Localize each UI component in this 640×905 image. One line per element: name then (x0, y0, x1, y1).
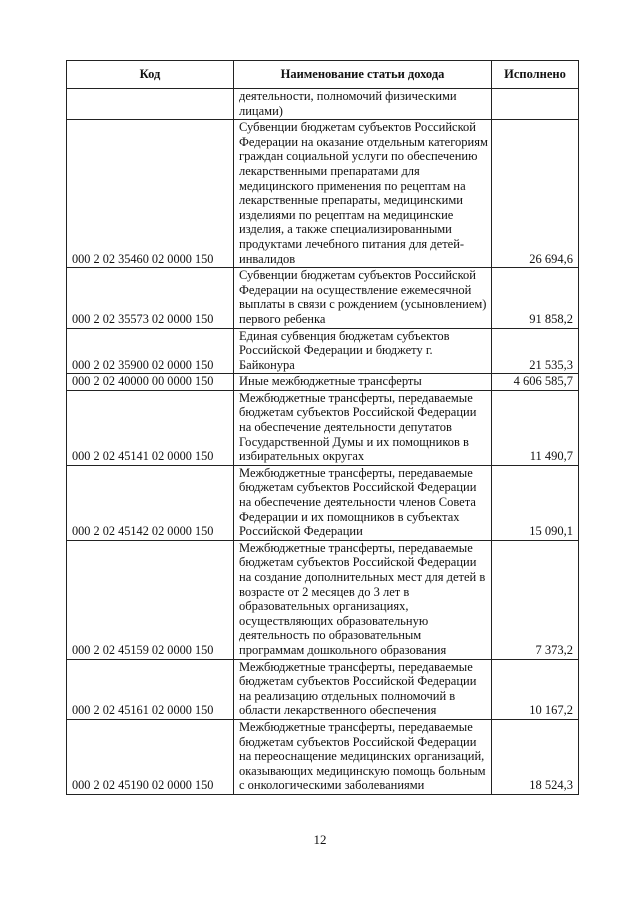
row-done: 91 858,2 (492, 268, 579, 328)
row-done: 26 694,6 (492, 120, 579, 268)
row-done (492, 89, 579, 120)
row-code: 000 2 02 35573 02 0000 150 (67, 268, 234, 328)
row-done: 10 167,2 (492, 659, 579, 719)
row-name: Иные межбюджетные трансферты (234, 374, 492, 391)
table-row (67, 89, 579, 120)
page-number: 12 (313, 832, 327, 847)
header-done: Исполнено (492, 61, 579, 89)
table-row (67, 540, 579, 659)
table-row (67, 465, 579, 540)
row-name: Субвенции бюджетам субъектов Российской Федерации на оказание отдельным категориям граждан социальной услуги по обеспечению лекарственными препаратами для медицинского применения по рецептам на лекарственные препараты, медицинскими изделиями по рецептам на медицинские изделия, а также специализированными продуктами лечебного питания для детей-инвалидов (234, 120, 492, 268)
row-done: 18 524,3 (492, 719, 579, 794)
table-row (67, 120, 579, 268)
row-done: 7 373,2 (492, 540, 579, 659)
row-code: 000 2 02 40000 00 0000 150 (67, 374, 234, 391)
row-name: Межбюджетные трансферты, передаваемые бюджетам субъектов Российской Федерации на обеспечение деятельности членов Совета Федерации и их помощников в субъектах Российской Федерации (234, 465, 492, 540)
table-row (67, 659, 579, 719)
row-code: 000 2 02 45142 02 0000 150 (67, 465, 234, 540)
row-name: Межбюджетные трансферты, передаваемые бюджетам субъектов Российской Федерации на создание дополнительных мест для детей в возрасте от 2 месяцев до 3 лет в образовательных организациях, осуществляющих образовательную деятельность по образовательным программам дошкольного образования (234, 540, 492, 659)
row-name: деятельности, полномочий физическими лицами) (234, 89, 492, 120)
row-code: 000 2 02 45161 02 0000 150 (67, 659, 234, 719)
table-row (67, 374, 579, 391)
row-code (67, 89, 234, 120)
row-name: Субвенции бюджетам субъектов Российской Федерации на осуществление ежемесячной выплаты в связи с рождением (усыновлением) первого ребенка (234, 268, 492, 328)
row-done: 15 090,1 (492, 465, 579, 540)
row-code: 000 2 02 45141 02 0000 150 (67, 390, 234, 465)
revenue-table (66, 60, 579, 795)
table-header-row (67, 61, 579, 89)
row-code: 000 2 02 35460 02 0000 150 (67, 120, 234, 268)
row-code: 000 2 02 45159 02 0000 150 (67, 540, 234, 659)
row-done: 4 606 585,7 (492, 374, 579, 391)
row-done: 21 535,3 (492, 328, 579, 374)
table-row (67, 719, 579, 794)
row-name: Межбюджетные трансферты, передаваемые бюджетам субъектов Российской Федерации на обеспечение деятельности депутатов Государственной Думы и их помощников в избирательных округах (234, 390, 492, 465)
row-name: Единая субвенция бюджетам субъектов Российской Федерации и бюджету г. Байконура (234, 328, 492, 374)
row-done: 11 490,7 (492, 390, 579, 465)
table-row (67, 328, 579, 374)
table-row (67, 390, 579, 465)
row-name: Межбюджетные трансферты, передаваемые бюджетам субъектов Российской Федерации на реализацию отдельных полномочий в области лекарственного обеспечения (234, 659, 492, 719)
row-code: 000 2 02 35900 02 0000 150 (67, 328, 234, 374)
row-name: Межбюджетные трансферты, передаваемые бюджетам субъектов Российской Федерации на переоснащение медицинских организаций, оказывающих медицинскую помощь больным с онкологическими заболеваниями (234, 719, 492, 794)
table-row (67, 268, 579, 328)
row-code: 000 2 02 45190 02 0000 150 (67, 719, 234, 794)
header-code: Код (67, 61, 234, 89)
header-name: Наименование статьи дохода (234, 61, 492, 89)
